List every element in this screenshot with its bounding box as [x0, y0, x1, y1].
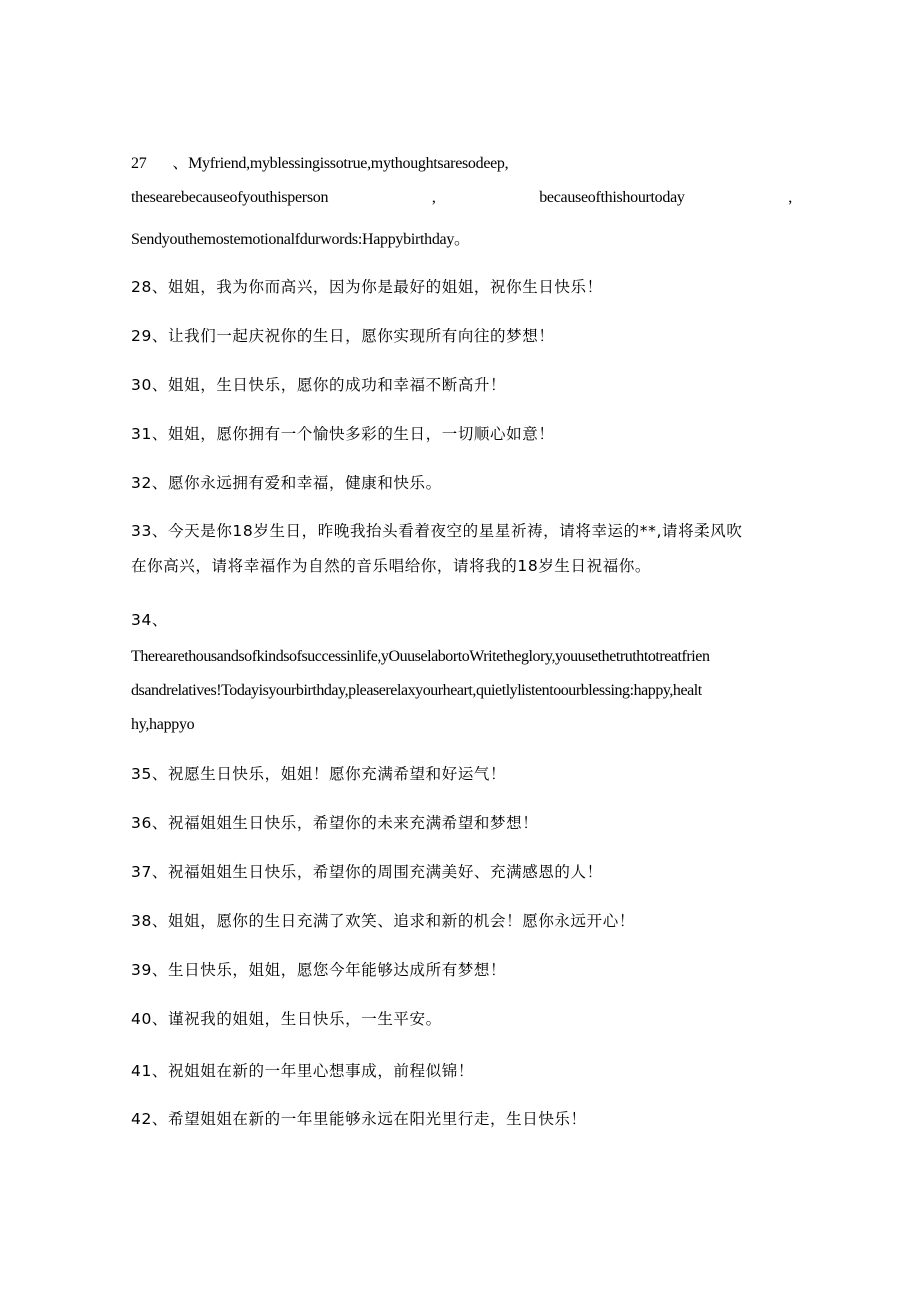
item-40: 40、谨祝我的姐姐，生日快乐，一生平安。 — [131, 1010, 442, 1028]
item-34 — [131, 608, 792, 738]
item-42: 42、希望姐姐在新的一年里能够永远在阳光里行走，生日快乐！ — [131, 1110, 587, 1128]
item-28: 28、姐姐，我为你而高兴，因为你是最好的姐姐，祝你生日快乐！ — [131, 278, 603, 296]
item-36: 36、祝福姐姐生日快乐，希望你的未来充满希望和梦想！ — [131, 814, 539, 832]
item-31: 31、姐姐，愿你拥有一个愉快多彩的生日，一切顺心如意！ — [131, 425, 555, 443]
item-27-line-3: Sendyouthemostemotionalfdurwords:Happybirthday。 — [131, 231, 470, 248]
item-35: 35、祝愿生日快乐，姐姐！愿你充满希望和好运气！ — [131, 765, 507, 783]
item-34-line-2: Therearethousandsofkindsofsuccessinlife,yOuuselabortoWritetheglory,youusethetruthtotreatfrien — [131, 648, 710, 665]
item-33-line-2: 在你高兴，请将幸福作为自然的音乐唱给你，请将我的18岁生日祝福你。 — [131, 557, 652, 575]
item-27-number: 27 — [131, 155, 147, 172]
item-33-line-1: 33、今天是你18岁生日，昨晚我抬头看着夜空的星星祈祷，请将幸运的**,请将柔风吹 — [131, 522, 743, 540]
item-41: 41、祝姐姐在新的一年里心想事成，前程似锦！ — [131, 1062, 474, 1080]
item-29: 29、让我们一起庆祝你的生日，愿你实现所有向往的梦想！ — [131, 327, 555, 345]
item-27 — [131, 150, 792, 250]
item-34-line-4: hy,happyo — [131, 716, 195, 733]
item-34-line-1: 34、 — [131, 611, 169, 629]
item-27-line-2: thesearebecauseofyouthisperson , becauseofthishourtoday , — [131, 189, 792, 206]
item-39: 39、生日快乐，姐姐，愿您今年能够达成所有梦想！ — [131, 961, 507, 979]
item-32: 32、愿你永远拥有爱和幸福，健康和快乐。 — [131, 474, 442, 492]
item-33 — [131, 519, 792, 579]
item-27-line-1: 27 、Myfriend,myblessingissotrue,mythoughtsaresodeep, — [131, 155, 509, 172]
item-38: 38、姐姐，愿你的生日充满了欢笑、追求和新的机会！愿你永远开心！ — [131, 912, 635, 930]
item-30: 30、姐姐，生日快乐，愿你的成功和幸福不断高升！ — [131, 376, 507, 394]
item-34-line-3: dsandrelatives!Todayisyourbirthday,pleaserelaxyourheart,quietlylistentoourblessing:happy,healt — [131, 682, 702, 699]
item-37: 37、祝福姐姐生日快乐，希望你的周围充满美好、充满感恩的人！ — [131, 863, 603, 881]
